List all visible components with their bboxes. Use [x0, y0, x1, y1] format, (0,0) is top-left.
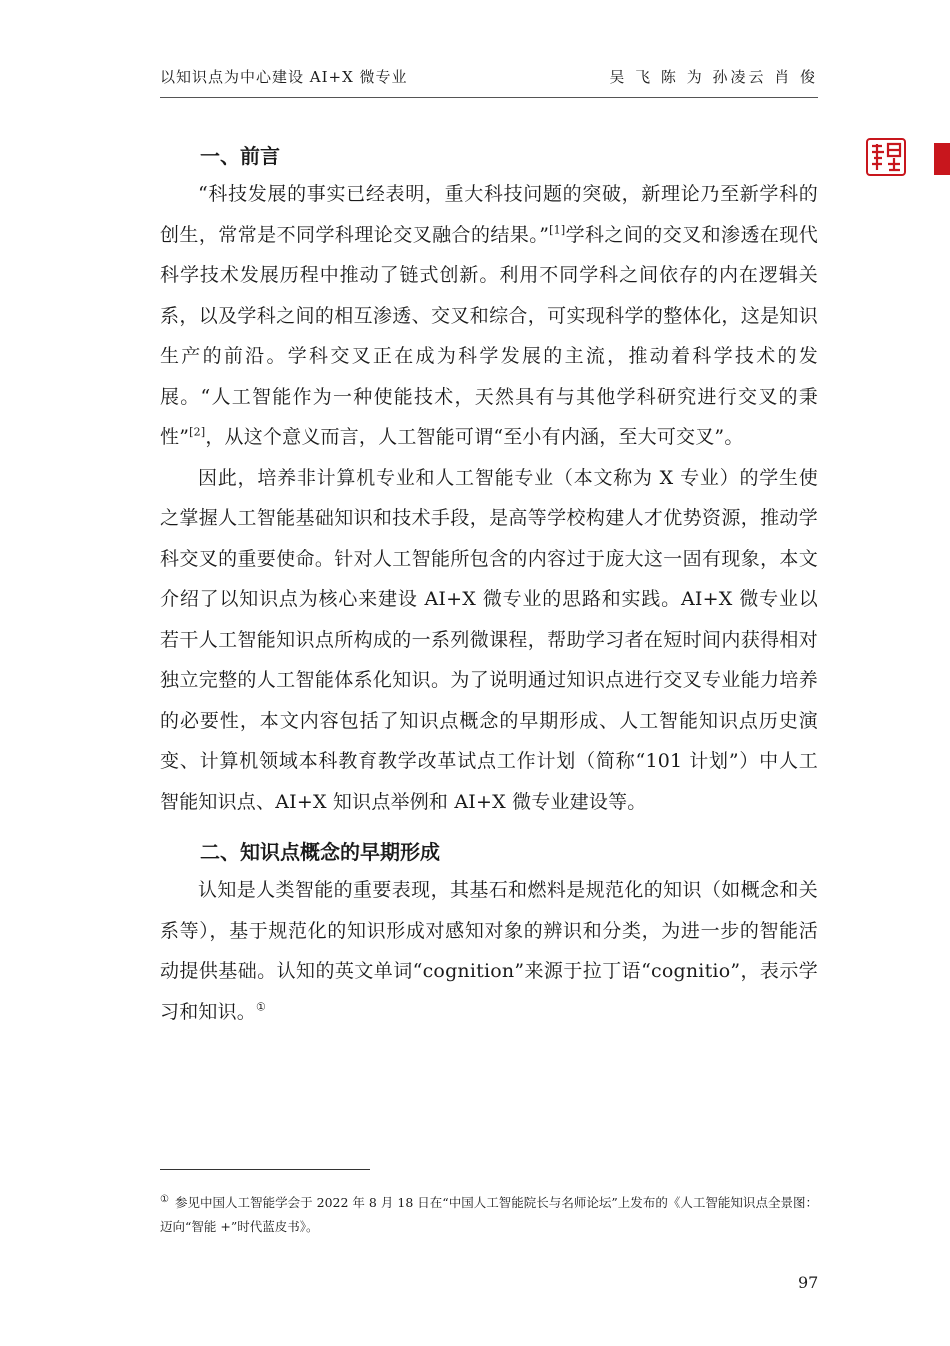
citation-ref: [2]: [189, 425, 206, 439]
running-header: [160, 66, 818, 96]
header-rule: [160, 97, 818, 98]
seal-stamp-icon: [866, 138, 906, 176]
section-title: 一、前言: [200, 144, 280, 168]
header-authors: 吴 飞 陈 为 孙凌云 肖 俊: [609, 68, 818, 86]
paragraph-text: ，从这个意义而言，人工智能可谓“至小有内涵，至大可交叉”。: [205, 426, 744, 448]
paragraph: [160, 174, 818, 458]
article-body: [160, 138, 818, 1032]
paragraph-text: 学科之间的交叉和渗透在现代科学技术发展历程中推动了链式创新。利用不同学科之间依存的内在逻辑关系，以及学科之间的相互渗透、交叉和综合，可实现科学的整体化，这是知识生产的前沿。学科交叉正在成为科学发展的主流，推动着科学技术的发展。“人工智能作为一种使能技术，天然具有与其他学科研究进行交叉的秉性”: [160, 223, 818, 448]
paragraph-text: 认知是人类智能的重要表现，其基石和燃料是规范化的知识（如概念和关系等），基于规范化的知识形成对感知对象的辨识和分类，为进一步的智能活动提供基础。认知的英文单词“cognition”来源于拉丁语“cognitio”，表示学习和知识。: [160, 879, 818, 1023]
footnote-mark: ①: [160, 1194, 169, 1205]
footnote-rule: [160, 1169, 370, 1170]
paragraph: [160, 870, 818, 1032]
header-title: 以知识点为中心建设 AI+X 微专业: [160, 68, 408, 86]
footnote: [160, 1188, 818, 1239]
footnote-ref: ①: [256, 1000, 267, 1014]
section-title: 二、知识点概念的早期形成: [200, 840, 440, 864]
chapter-tab: [934, 143, 950, 175]
footnote-text: 参见中国人工智能学会于 2022 年 8 月 18 日在“中国人工智能院长与名师论坛”上发布的《人工智能知识点全景图：迈向“智能 +”时代蓝皮书》。: [160, 1195, 818, 1235]
page-number: 97: [798, 1273, 819, 1292]
paragraph-text: “科技发展的事实已经表明，重大科技问题的突破，新理论乃至新学科的创生，常常是不同学科理论交叉融合的结果。”: [160, 183, 818, 246]
paragraph: 因此，培养非计算机专业和人工智能专业（本文称为 X 专业）的学生使之掌握人工智能基础知识和技术手段，是高等学校构建人才优势资源，推动学科交叉的重要使命。针对人工智能所包含的内容过于庞大这一固有现象，本文介绍了以知识点为核心来建设 AI+X 微专业的思路和实践。AI+X 微专业以若干人工智能知识点所构成的一系列微课程，帮助学习者在短时间内获得相对独立完整的人工智能体系化知识。为了说明通过知识点进行交叉专业能力培养的必要性，本文内容包括了知识点概念的早期形成、人工智能知识点历史演变、计算机领域本科教育教学改革试点工作计划（简称“101 计划”）中人工智能知识点、AI+X 知识点举例和 AI+X 微专业建设等。: [160, 466, 818, 813]
citation-ref: [1]: [549, 223, 566, 237]
